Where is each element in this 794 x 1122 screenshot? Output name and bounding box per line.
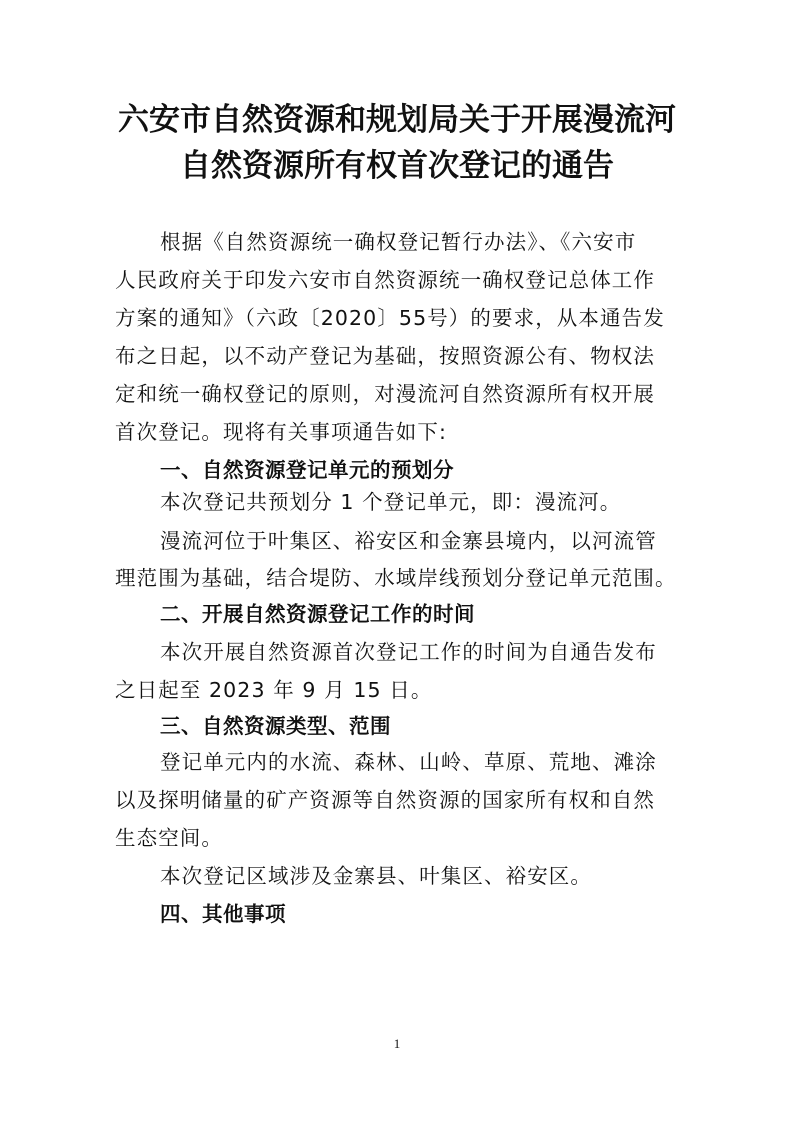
document-title-line-2: 自然资源所有权首次登记的通告 — [180, 148, 614, 184]
section-3-para-2: 本次登记区域涉及金寨县、叶集区、裕安区。 — [160, 864, 592, 888]
section-2-para-line-1: 本次开展自然资源首次登记工作的时间为自通告发布 — [160, 640, 657, 664]
section-4-heading: 四、其他事项 — [160, 902, 286, 926]
section-3-para-1-line-3: 生态空间。 — [115, 826, 223, 850]
section-1-para-1: 本次登记共预划分 1 个登记单元，即：漫流河。 — [160, 490, 622, 514]
intro-line-6: 首次登记。现将有关事项通告如下: — [115, 420, 448, 444]
intro-line-5: 定和统一确权登记的原则，对漫流河自然资源所有权开展 — [115, 382, 655, 406]
section-2-heading: 二、开展自然资源登记工作的时间 — [160, 602, 475, 626]
intro-line-2: 人民政府关于印发六安市自然资源统一确权登记总体工作 — [115, 268, 655, 292]
intro-line-4: 布之日起，以不动产登记为基础，按照资源公有、物权法 — [115, 344, 655, 368]
section-1-heading: 一、自然资源登记单元的预划分 — [160, 458, 454, 482]
section-1-para-2-line-1: 漫流河位于叶集区、裕安区和金寨县境内，以河流管 — [160, 529, 657, 553]
page-number: 1 — [393, 1036, 401, 1051]
document-title-line-1: 六安市自然资源和规划局关于开展漫流河 — [118, 102, 676, 138]
section-3-heading: 三、自然资源类型、范围 — [160, 714, 391, 738]
section-3-para-1-line-2: 以及探明储量的矿产资源等自然资源的国家所有权和自然 — [115, 788, 655, 812]
section-2-para-line-2: 之日起至 2023 年 9 月 15 日。 — [115, 678, 433, 702]
intro-line-1: 根据《自然资源统一确权登记暂行办法》、《六安市 — [160, 230, 637, 254]
section-1-para-2-line-2: 理范围为基础，结合堤防、水域岸线预划分登记单元范围。 — [115, 566, 677, 590]
section-3-para-1-line-1: 登记单元内的水流、森林、山岭、草原、荒地、滩涂 — [160, 750, 657, 774]
intro-line-3: 方案的通知》（六政〔2020〕55号）的要求，从本通告发 — [115, 306, 665, 330]
